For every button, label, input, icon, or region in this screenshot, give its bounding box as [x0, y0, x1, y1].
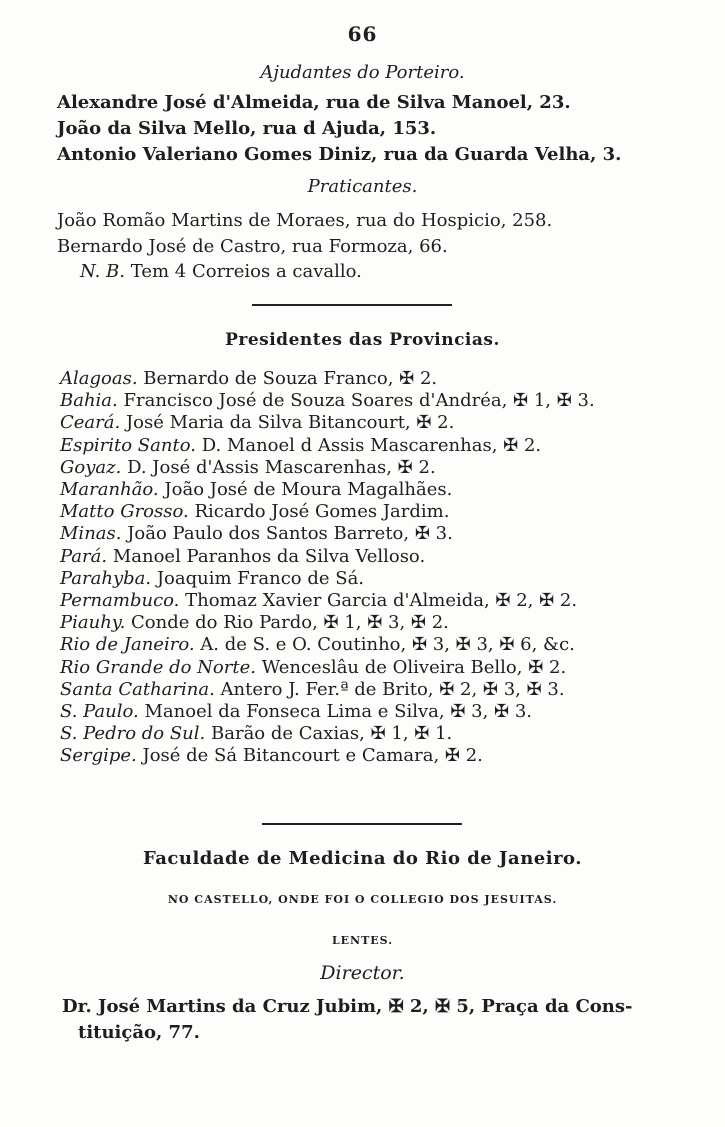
presidente-row: [60, 523, 453, 544]
nb-prefix: N. B.: [80, 261, 125, 282]
porteiro-line: Alexandre José d'Almeida, rua de Silva Manoel, 23.: [57, 92, 571, 113]
province-name: Rio de Janeiro.: [60, 634, 195, 656]
nb-note: [80, 261, 362, 282]
president-name: João José de Moura Magalhães.: [164, 479, 453, 500]
president-name: Manoel Paranhos da Silva Velloso.: [112, 545, 426, 567]
province-name: Goyaz.: [60, 456, 122, 478]
president-name: Antero J. Fer.ª de Brito, ✠ 2, ✠ 3, ✠ 3.: [220, 678, 565, 700]
president-name: D. Manoel d Assis Mascarenhas, ✠ 2.: [201, 434, 542, 456]
province-name: Espirito Santo.: [60, 434, 196, 456]
presidente-row: [60, 679, 565, 700]
president-name: D. José d'Assis Mascarenhas, ✠ 2.: [127, 456, 436, 478]
lentes-label: LENTES.: [331, 934, 394, 947]
province-name: Parahyba.: [60, 567, 152, 589]
praticantes-line: Bernardo José de Castro, rua Formoza, 66.: [57, 236, 448, 257]
president-name: Bernardo de Souza Franco, ✠ 2.: [143, 368, 438, 389]
director-label: Director.: [320, 962, 405, 984]
province-name: Pará.: [60, 545, 108, 567]
presidente-row: [60, 479, 452, 500]
president-name: João Paulo dos Santos Barreto, ✠ 3.: [127, 523, 453, 545]
presidente-row: [60, 723, 452, 744]
faculdade-heading: Faculdade de Medicina do Rio de Janeiro.: [142, 848, 583, 869]
president-name: José Maria da Silva Bitancourt, ✠ 2.: [125, 412, 455, 434]
faculdade-subheading: NO CASTELLO, ONDE FOI O COLLEGIO DOS JESUITAS.: [167, 893, 558, 906]
presidente-row: [60, 368, 437, 389]
presidente-row: [60, 568, 364, 589]
province-name: Pernambuco.: [60, 590, 180, 611]
porteiro-heading: Ajudantes do Porteiro.: [260, 62, 465, 83]
praticantes-heading: Praticantes.: [307, 176, 418, 197]
province-name: Rio Grande do Norte.: [60, 656, 256, 678]
director-line: Dr. José Martins da Cruz Jubim, ✠ 2, ✠ 5, Praça da Cons-: [62, 996, 633, 1017]
province-name: Sergipe.: [60, 745, 137, 767]
province-name: S. Paulo.: [60, 701, 139, 722]
province-name: Ceará.: [60, 412, 121, 434]
presidente-row: [60, 390, 595, 411]
presidente-row: [60, 612, 449, 633]
page-number: 66: [347, 22, 378, 46]
presidente-row: [60, 657, 566, 678]
nb-text: Tem 4 Correios a cavallo.: [130, 261, 362, 282]
president-name: José de Sá Bitancourt e Camara, ✠ 2.: [142, 745, 483, 767]
province-name: S. Pedro do Sul.: [60, 723, 206, 745]
president-name: A. de S. e O. Coutinho, ✠ 3, ✠ 3, ✠ 6, &c.: [200, 634, 575, 656]
presidentes-heading: Presidentes das Provincias.: [225, 330, 500, 350]
president-name: Conde do Rio Pardo, ✠ 1, ✠ 3, ✠ 2.: [131, 612, 449, 634]
divider-rule: [262, 823, 462, 825]
porteiro-line: João da Silva Mello, rua d Ajuda, 153.: [57, 118, 437, 139]
praticantes-line: João Romão Martins de Moraes, rua do Hospicio, 258.: [57, 210, 553, 231]
president-name: Barão de Caxias, ✠ 1, ✠ 1.: [211, 723, 453, 745]
presidente-row: [60, 590, 577, 611]
presidente-row: [60, 435, 541, 456]
president-name: Thomaz Xavier Garcia d'Almeida, ✠ 2, ✠ 2.: [185, 590, 578, 611]
presidente-row: [60, 634, 575, 655]
president-name: Manoel da Fonseca Lima e Silva, ✠ 3, ✠ 3.: [144, 701, 533, 722]
porteiro-line: Antonio Valeriano Gomes Diniz, rua da Guarda Velha, 3.: [57, 144, 622, 165]
province-name: Bahia.: [60, 390, 118, 412]
province-name: Maranhão.: [60, 479, 159, 500]
presidente-row: [60, 457, 436, 478]
divider-rule: [252, 304, 452, 306]
province-name: Minas.: [60, 523, 122, 545]
province-name: Santa Catharina.: [60, 678, 215, 700]
presidente-row: [60, 745, 483, 766]
province-name: Alagoas.: [60, 368, 138, 389]
presidente-row: [60, 546, 425, 567]
president-name: Francisco José de Souza Soares d'Andréa, ✠ 1, ✠ 3.: [123, 390, 595, 412]
province-name: Matto Grosso.: [60, 501, 189, 523]
president-name: Wenceslâu de Oliveira Bello, ✠ 2.: [261, 656, 567, 678]
director-line: tituição, 77.: [78, 1022, 200, 1043]
presidente-row: [60, 501, 449, 522]
presidente-row: [60, 701, 532, 722]
presidente-row: [60, 412, 454, 433]
president-name: Joaquim Franco de Sá.: [156, 567, 365, 589]
president-name: Ricardo José Gomes Jardim.: [194, 501, 450, 523]
province-name: Piauhy.: [60, 612, 126, 634]
